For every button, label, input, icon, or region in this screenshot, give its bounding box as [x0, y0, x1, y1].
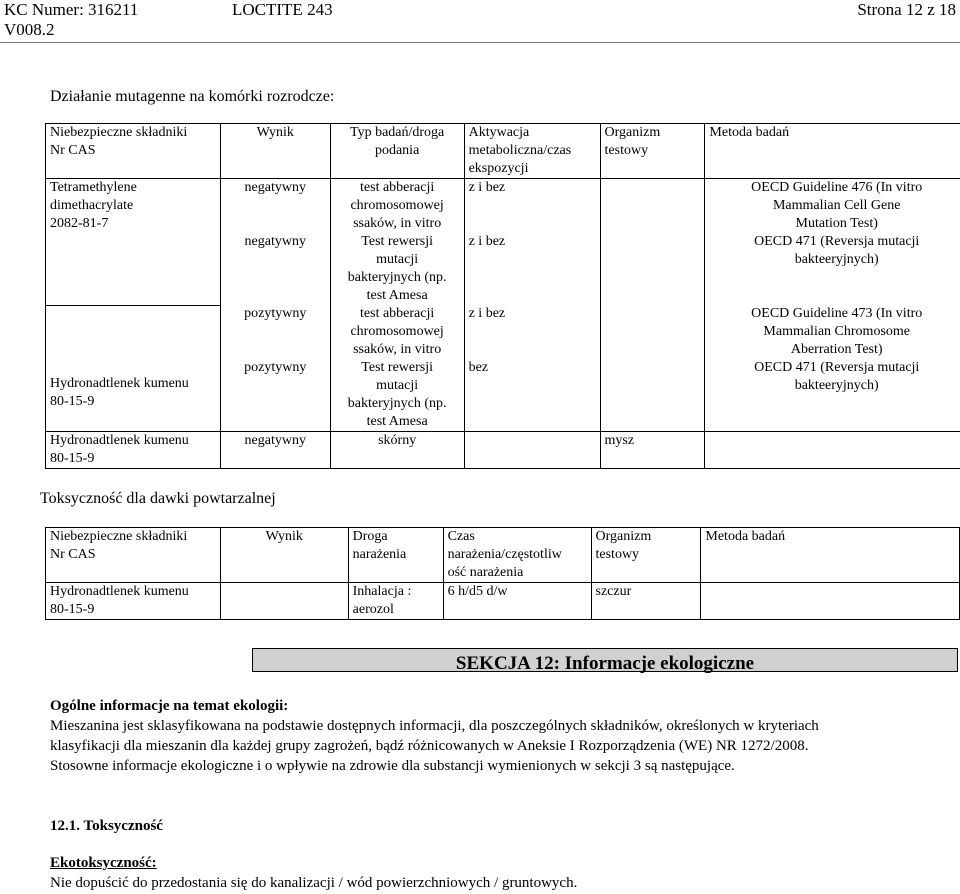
general-text-line: Stosowne informacje ekologiczne i o wpływie na zdrowie dla substancji wymienionych w sekcji 3 są następujące. [50, 758, 735, 774]
ecotoxicity-text: Nie dopuścić do przedostania się do kanalizacji / wód powierzchniowych / gruntowych. [50, 875, 578, 891]
organism-cell [600, 359, 705, 432]
col-substance: Niebezpieczne składniki Nr CAS [46, 124, 221, 179]
repeated-title: Toksyczność dla dawki powtarzalnej [40, 490, 276, 507]
result-cell: pozytywny [220, 359, 330, 432]
test-type-cell: test abberacji chromosomowej ssaków, in vitro [330, 179, 464, 234]
general-heading: Ogólne informacje na temat ekologii: [50, 698, 289, 714]
result-cell [220, 583, 348, 620]
table-header-row [46, 528, 960, 583]
activation-cell: z i bez [464, 233, 600, 305]
substance-cell: Hydronadtlenek kumenu 80-15-9 [46, 305, 221, 432]
test-type-cell: skórny [330, 432, 464, 469]
result-cell: negatywny [220, 432, 330, 469]
table-header-row [46, 124, 960, 179]
activation-cell: bez [464, 359, 600, 432]
test-type-cell: test abberacji chromosomowej ssaków, in vitro [330, 305, 464, 359]
ecotoxicity-heading: Ekotoksyczność: [50, 855, 157, 871]
col-organizm: Organizm testowy [591, 528, 701, 583]
substance-cell: Hydronadtlenek kumenu 80-15-9 [46, 583, 221, 620]
activation-cell [464, 432, 600, 469]
table-row [46, 583, 960, 620]
mutagen-title: Działanie mutagenne na komórki rozrodcze: [50, 88, 335, 105]
method-cell [701, 583, 960, 620]
version: V008.2 [4, 20, 55, 39]
col-wynik: Wynik [220, 124, 330, 179]
substance-cell: Hydronadtlenek kumenu 80-15-9 [46, 432, 221, 469]
header-divider [0, 42, 960, 43]
col-metoda: Metoda badań [701, 528, 960, 583]
col-typ: Typ badań/droga podania [330, 124, 464, 179]
route-cell: Inhalacja : aerozol [348, 583, 443, 620]
col-aktywacja: Aktywacja metaboliczna/czas ekspozycji [464, 124, 600, 179]
table-row [46, 432, 960, 469]
organism-cell [600, 233, 705, 305]
col-droga: Droga narażenia [348, 528, 443, 583]
result-cell: negatywny [220, 179, 330, 234]
organism-cell: mysz [600, 432, 705, 469]
result-cell: negatywny [220, 233, 330, 305]
method-cell: OECD 471 (Reversja mutacji bakteeryjnych) [705, 359, 960, 432]
col-metoda: Metoda badań [705, 124, 960, 179]
page-number: Strona 12 z 18 [857, 0, 956, 19]
general-text-line: Mieszanina jest sklasyfikowana na podstawie dostępnych informacji, dla poszczególnych składników, określonych w kryteriach [50, 718, 819, 734]
test-type-cell: Test rewersji mutacji bakteryjnych (np. test Amesa [330, 359, 464, 432]
general-text-line: klasyfikacji dla mieszanin dla każdej grupy zagrożeń, bądź różnicowanych w Aneksie I Rozporządzenia (WE) NR 1272/2008. [50, 738, 809, 754]
organism-cell: szczur [591, 583, 701, 620]
organism-cell [600, 179, 705, 234]
col-wynik: Wynik [220, 528, 348, 583]
organism-cell [600, 305, 705, 359]
result-cell: pozytywny [220, 305, 330, 359]
section-12-heading: SEKCJA 12: Informacje ekologiczne [252, 648, 958, 672]
table-row [46, 305, 960, 359]
method-cell: OECD Guideline 476 (In vitro Mammalian Cell Gene Mutation Test) [705, 179, 960, 234]
activation-cell: z i bez [464, 305, 600, 359]
product-name: LOCTITE 243 [232, 0, 333, 19]
col-czas: Czas narażenia/częstotliw ość narażenia [443, 528, 591, 583]
toxicity-subheading: 12.1. Toksyczność [50, 818, 163, 834]
repeated-table [45, 527, 960, 620]
substance-cell: Tetramethylene dimethacrylate 2082-81-7 [46, 179, 221, 306]
method-cell [705, 432, 960, 469]
method-cell: OECD 471 (Reversja mutacji bakteeryjnych) [705, 233, 960, 305]
activation-cell: z i bez [464, 179, 600, 234]
duration-cell: 6 h/d5 d/w [443, 583, 591, 620]
test-type-cell: Test rewersji mutacji bakteryjnych (np. test Amesa [330, 233, 464, 305]
kc-number: KC Numer: 316211 [4, 0, 139, 19]
table-row [46, 179, 960, 234]
mutagen-table [45, 123, 960, 469]
col-substance: Niebezpieczne składniki Nr CAS [46, 528, 221, 583]
method-cell: OECD Guideline 473 (In vitro Mammalian Chromosome Aberration Test) [705, 305, 960, 359]
col-organizm: Organizm testowy [600, 124, 705, 179]
